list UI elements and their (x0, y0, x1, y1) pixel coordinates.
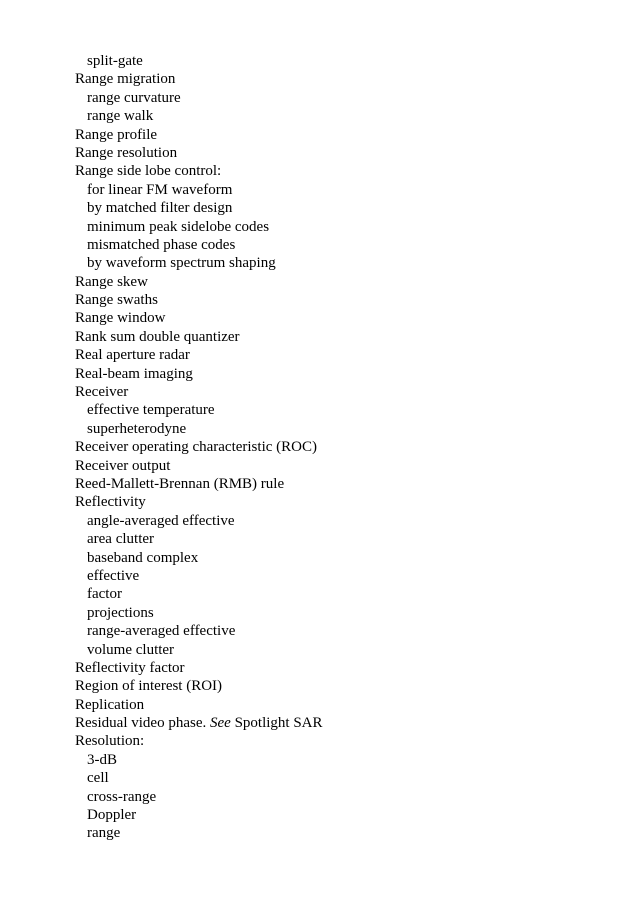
index-subentry (75, 751, 323, 769)
index-entry-text: Resolution: (75, 733, 145, 750)
index-subentry (75, 622, 323, 640)
index-entry-text: baseband complex (87, 549, 199, 566)
index-entry-text: Range window (75, 310, 166, 327)
index-entry-text: range curvature (87, 89, 181, 106)
index-subentry (75, 236, 323, 254)
index-entry (75, 677, 323, 695)
index-entry (75, 291, 323, 309)
index-subentry (75, 824, 323, 842)
index-entry (75, 457, 323, 475)
index-entry-text: Rank sum double quantizer (75, 328, 240, 345)
index-entry (75, 493, 323, 511)
index-entry-text: Reed-Mallett-Brennan (RMB) rule (75, 475, 285, 492)
index-entry (75, 328, 323, 346)
index-entry-text: Reflectivity (75, 494, 146, 511)
index-entry-text: projections (87, 604, 154, 621)
index-entry-text: effective (87, 567, 140, 584)
index-subentry (75, 254, 323, 272)
index-entry (75, 365, 323, 383)
index-entry-text: Residual video phase. (75, 715, 207, 732)
index-subentry (75, 641, 323, 659)
index-entry-text: factor (87, 586, 122, 603)
index-entry-text: range walk (87, 108, 154, 125)
index-entry (75, 732, 323, 750)
index-entry-text: Real aperture radar (75, 347, 190, 364)
index-list (75, 52, 323, 843)
index-subentry (75, 401, 323, 419)
index-entry (75, 659, 323, 677)
see-reference-target: Spotlight SAR (234, 715, 323, 732)
index-entry-text: area clutter (87, 531, 155, 548)
index-subentry (75, 585, 323, 603)
index-entry-text: Doppler (87, 807, 137, 824)
index-subentry (75, 89, 323, 107)
index-entry-text: Range swaths (75, 292, 158, 309)
index-subentry (75, 769, 323, 787)
index-entry-text: range (87, 825, 121, 842)
index-entry-text: volume clutter (87, 641, 175, 658)
index-subentry (75, 512, 323, 530)
index-entry-text: Range migration (75, 71, 176, 88)
index-entry (75, 696, 323, 714)
index-entry-text: Real-beam imaging (75, 365, 193, 382)
index-entry (75, 438, 323, 456)
index-subentry (75, 604, 323, 622)
index-entry-text: Range resolution (75, 144, 178, 161)
index-subentry (75, 806, 323, 824)
index-subentry (75, 199, 323, 217)
index-entry-text: minimum peak sidelobe codes (87, 218, 270, 235)
index-entry-text: Range profile (75, 126, 158, 143)
index-entry (75, 383, 323, 401)
index-subentry (75, 567, 323, 585)
index-entry (75, 70, 323, 88)
index-entry-text: Replication (75, 696, 145, 713)
index-entry (75, 309, 323, 327)
index-entry-text: superheterodyne (87, 420, 187, 437)
index-entry-text: Receiver output (75, 457, 171, 474)
index-subentry (75, 107, 323, 125)
index-entry (75, 126, 323, 144)
index-entry-text: by waveform spectrum shaping (87, 255, 276, 272)
index-entry-text: Range skew (75, 273, 148, 290)
index-entry (75, 273, 323, 291)
index-subentry (75, 788, 323, 806)
index-entry (75, 346, 323, 364)
index-entry-text: 3-dB (87, 751, 117, 768)
index-entry-text: Receiver operating characteristic (ROC) (75, 439, 317, 456)
index-entry-text: by matched filter design (87, 200, 233, 217)
index-entry-text: Region of interest (ROI) (75, 678, 223, 695)
index-subentry (75, 181, 323, 199)
index-subentry (75, 218, 323, 236)
index-entry-text: Receiver (75, 384, 129, 401)
index-subentry (75, 52, 323, 70)
index-entry-text: Range side lobe control: (75, 163, 222, 180)
index-entry (75, 144, 323, 162)
index-subentry (75, 530, 323, 548)
index-subentry (75, 549, 323, 567)
index-entry-text: angle-averaged effective (87, 512, 235, 529)
index-entry-text: for linear FM waveform (87, 181, 233, 198)
index-entry-text: cell (87, 770, 109, 787)
index-entry-text: cross-range (87, 788, 157, 805)
index-entry-text: Reflectivity factor (75, 659, 185, 676)
index-entry-text: range-averaged effective (87, 623, 236, 640)
see-reference-label: See (209, 715, 231, 732)
index-entry-text: mismatched phase codes (87, 236, 236, 253)
index-entry (75, 162, 323, 180)
index-subentry (75, 420, 323, 438)
index-entry-text: split-gate (87, 53, 143, 69)
index-entry (75, 475, 323, 493)
index-entry-text: effective temperature (87, 402, 215, 419)
index-entry (75, 714, 323, 732)
